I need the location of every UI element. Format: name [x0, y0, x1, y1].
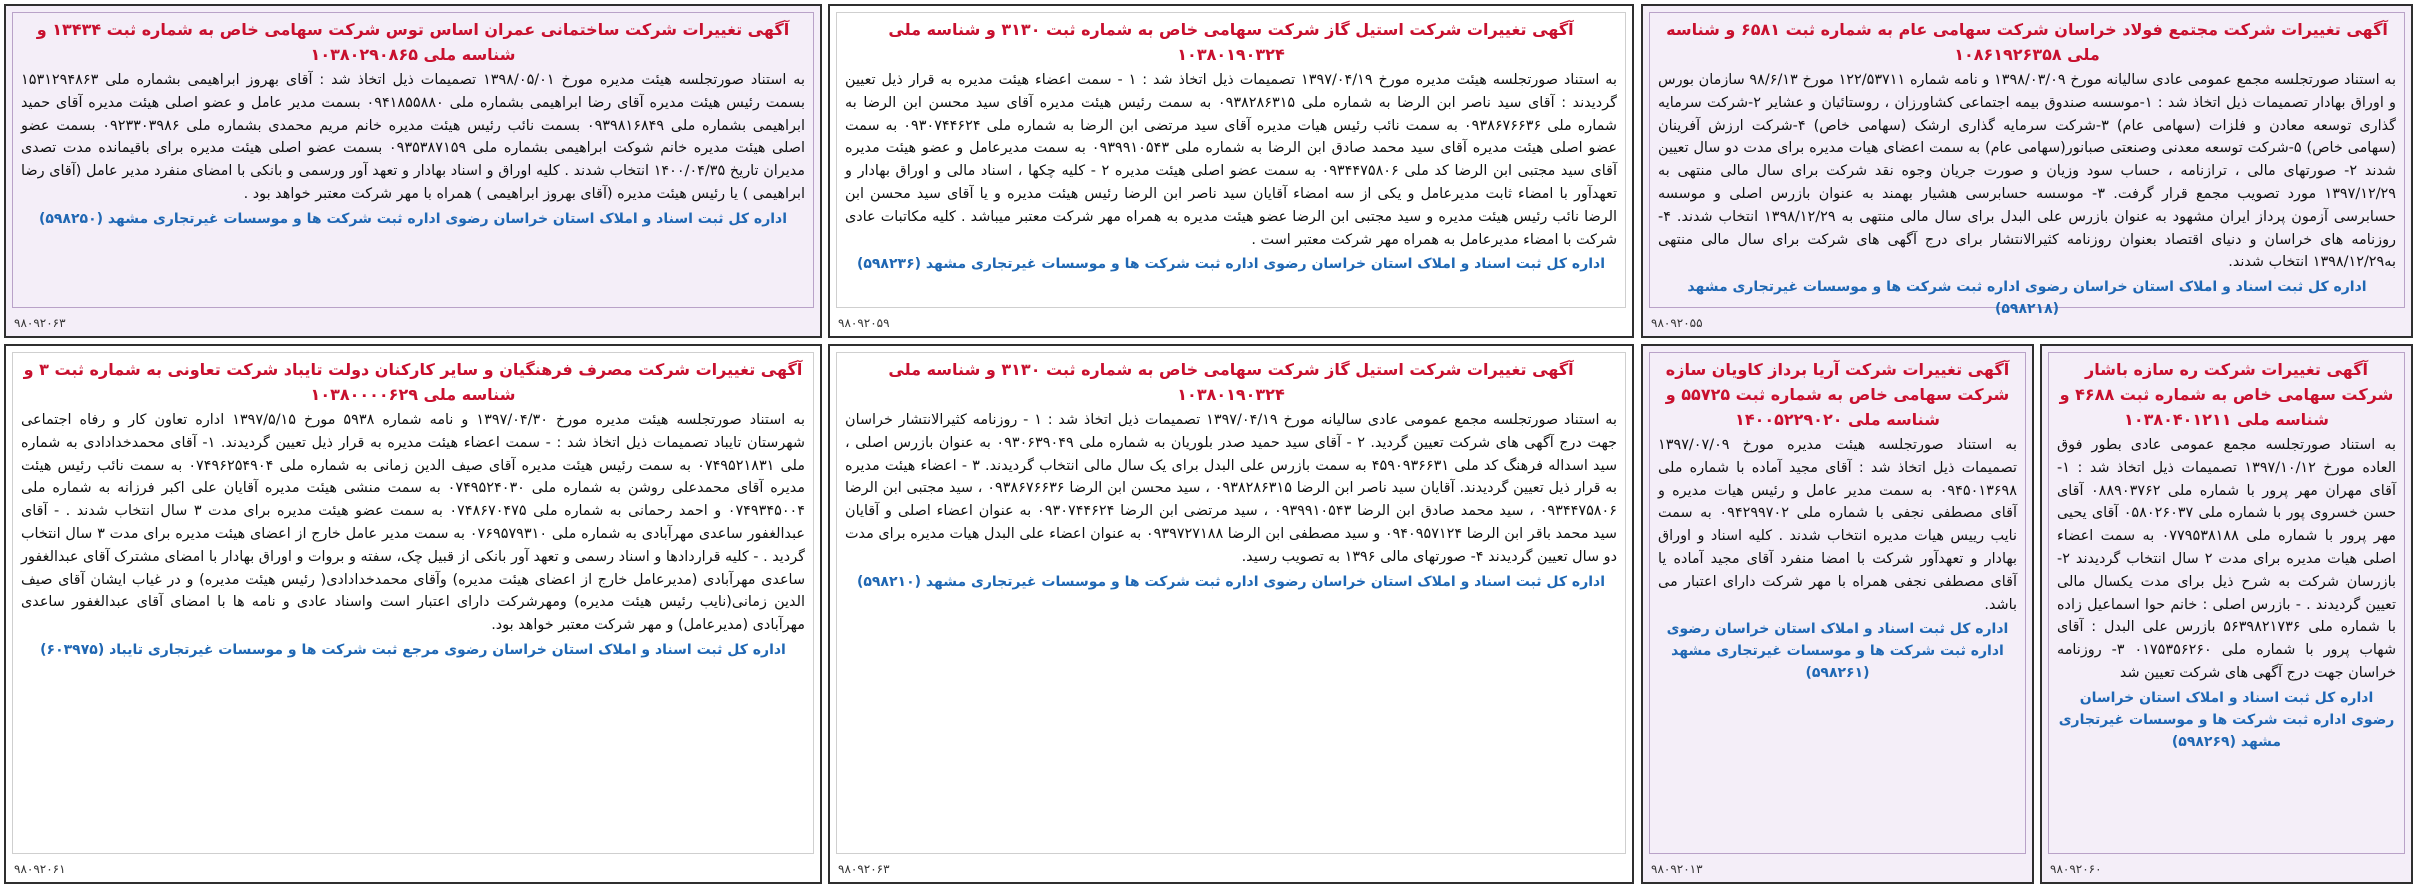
announcement-frame — [836, 12, 1626, 308]
announcement-steel-gas-board — [828, 4, 1634, 338]
announcement-title: آگهی تغییرات شرکت ره سازه باشار شرکت سهامی خاص به شماره ثبت ۴۶۸۸ و شناسه ملی ۱۰۳۸۰۴۰۱۲۱۱ — [2059, 360, 2394, 429]
announcement-foolad-khorasan — [1641, 4, 2413, 338]
announcement-body: به استناد صورتجلسه هیئت مدیره مورخ ۱۳۹۸/۰۵/۰۱ تصمیمات ذیل اتخاذ شد : آقای بهروز ابراهیمی بشماره ملی ۱۵۳۱۲۹۴۸۶۳ بسمت رئیس هیئت مدیره آقای رضا ابراهیمی بشماره ملی ۰۹۴۱۸۵۵۸۸۰ بسمت مدیر عامل و عضو اصلی هیئت مدیره آقای حمید ابراهیمی بشماره ملی ۰۹۳۹۸۱۶۸۴۹ بسمت نائب رئیس هیئت مدیره خانم مریم محمدی بشماره ملی ۰۹۲۳۳۰۳۹۸۶ بسمت عضو اصلی هیئت مدیره خانم شوکت ابراهیمی بشماره ملی ۰۹۳۵۳۸۷۱۵۹ بسمت عضو اصلی هیئت مدیره برای باقیمانده مدت تصدی مدیران تاریخ ۱۴۰۰/۰۴/۳۵ انتخاب شدند . کلیه اوراق و اسناد بهادار و تعهد آور ورسمی و بانکی با امضای منفرد مدیر عامل (آقای رضا ابراهیمی ) یا رئیس هیئت مدیره (آقای بهروز ابراهیمی ) همراه با مهر شرکت معتبر خواهد بود . — [21, 72, 805, 202]
announcement-body: به استناد صورتجلسه هیئت مدیره مورخ ۱۳۹۷/۰۴/۳۰ و نامه شماره ۵۹۳۸ مورخ ۱۳۹۷/۵/۱۵ اداره تعاون کار و رفاه اجتماعی شهرستان تایباد تصمیمات ذیل اتخاذ شد : - سمت اعضاء هیئت مدیره به قرار ذیل تعیین گردیدند. ۱- آقای محمدخدادادی به شماره ملی ۰۷۴۹۵۲۱۸۳۱ به سمت رئیس هیئت مدیره آقای صیف الدین زمانی به شماره ملی ۰۷۴۹۶۲۵۴۹۰۴ به سمت نائب رئیس هیئت مدیره آقای محمدعلی روشن به شماره ملی ۰۷۴۹۵۲۴۰۳۰ به سمت منشی هیئت مدیره آقایان علی اکبر فرزانه به شماره ملی ۰۷۴۹۳۴۵۰۰۴ و احمد رحمانی به شماره ملی ۰۷۴۸۶۷۰۴۷۵ به سمت عضو هیئت مدیره برای مدت ۳ سال انتخاب شدند . - آقای عبدالغفور ساعدی مهرآبادی به شماره ملی ۰۷۶۹۵۷۹۳۱۰ به سمت مدیر عامل خارج از اعضای هیئت مدیره برای مدت ۳ سال انتخاب گردید . - کلیه قراردادها و اسناد رسمی و تعهد آور بانکی از قبیل چک، سفته و بروات و اوراق بهادار با امضای مشترک آقای عبدالغفور ساعدی مهرآبادی (مدیرعامل خارج از اعضای هیئت مدیره) وآقای محمدخدادادی( رئیس هیئت مدیره) و در غیاب ایشان آقای صیف الدین زمانی(نایب رئیس هیئت مدیره) ومهرشرکت دارای اعتبار است واسناد عادی و نامه ها با امضای آقای عبدالغفور ساعدی مهرآبادی (مدیرعامل) و مهر شرکت معتبر خواهد بود. — [21, 412, 806, 634]
announcement-code: ۹۸۰۹۲۰۶۱ — [14, 862, 66, 876]
announcement-frame — [1649, 12, 2405, 318]
announcement-code: ۹۸۰۹۲۰۶۳ — [838, 862, 890, 876]
announcement-rah-sazeh-bashar — [2040, 344, 2413, 884]
announcement-body: به استناد صورتجلسه مجمع عمومی عادی سالیانه مورخ ۱۳۹۸/۰۳/۰۹ و نامه شماره ۱۲۲/۵۳۷۱۱ مورخ ۹۸/۶/۱۳ سازمان بورس و اوراق بهادار تصمیمات ذیل اتخاذ شد : ۱-موسسه صندوق بیمه اجتماعی کشاورزان ، روستائیان و عشایر ۲-شرکت سرمایه گذاری توسعه معادن و فلزات (سهامی عام) ۳-شرکت سرمایه گذاری ارشک (سهامی خاص) ۴-شرکت ارزش آفرینان (سهامی خاص) ۵-شرکت توسعه معدنی وصنعتی صبانور(سهامی عام) به سمت اعضای هیات مدیره برای مدت دو سال تعیین شدند ۲- صورتهای مالی ، ترازنامه ، حساب سود وزیان و صورت جریان وجوه نقد شرکت برای سال مالی منتهی به ۱۳۹۷/۱۲/۲۹ مورد تصویب مجمع قرار گرفت. ۳- موسسه حسابرسی هشیار بهمند به عنوان بازرس اصلی و موسسه حسابرسی آزمون پرداز ایران مشهود به عنوان بازرس علی البدل برای سال مالی منتهی به ۱۳۹۸/۱۲/۲۹ انتخاب شدند. ۴- روزنامه های خراسان و دنیای اقتصاد بعنوان روزنامه کثیرالانتشار برای درج آگهی های شرکت برای سال مالی منتهی به۱۳۹۸/۱۲/۲۹ انتخاب شدند. — [1658, 72, 2397, 271]
announcement-footer: اداره کل ثبت اسناد و املاک استان خراسان رضوی اداره ثبت شرکت ها و موسسات غیرتجاری مشهد (۵۹۸۲۶۱) — [1666, 621, 2009, 682]
announcement-title: آگهی تغییرات شرکت ساختمانی عمران اساس توس شرکت سهامی خاص به شماره ثبت ۱۳۴۳۴ و شناسه ملی ۱۰۳۸۰۲۹۰۸۶۵ — [36, 20, 790, 64]
announcement-omran-asas-toos — [4, 4, 822, 338]
announcement-footer: اداره کل ثبت اسناد و املاک استان خراسان رضوی اداره ثبت شرکت ها و موسسات غیرتجاری مشهد (۵۹۸۲۶۹) — [2058, 689, 2395, 750]
announcement-title: آگهی تغییرات شرکت آریا برداز کاویان سازه شرکت سهامی خاص به شماره ثبت ۵۵۷۲۵ و شناسه ملی ۱۴۰۰۵۲۲۹۰۲۰ — [1665, 360, 2010, 429]
announcement-footer: اداره کل ثبت اسناد و املاک استان خراسان رضوی اداره ثبت شرکت ها و موسسات غیرتجاری مشهد (۵۹۸۲۳۶) — [856, 256, 1606, 273]
announcement-frame — [12, 12, 814, 308]
announcement-frame — [1649, 352, 2026, 854]
announcement-code: ۹۸۰۹۲۰۵۹ — [838, 316, 890, 330]
announcement-footer: اداره کل ثبت اسناد و املاک استان خراسان رضوی اداره ثبت شرکت ها و موسسات غیرتجاری مشهد (۵۹۸۲۵۰) — [38, 210, 788, 227]
announcement-frame — [12, 352, 814, 854]
announcement-code: ۹۸۰۹۲۰۶۳ — [14, 316, 66, 330]
announcement-title: آگهی تغییرات شرکت استیل گاز شرکت سهامی خاص به شماره ثبت ۳۱۳۰ و شناسه ملی ۱۰۳۸۰۱۹۰۳۲۴ — [888, 360, 1574, 404]
announcement-code: ۹۸۰۹۲۰۵۵ — [1651, 316, 1703, 330]
announcement-body: به استناد صورتجلسه مجمع عمومی عادی سالیانه مورخ ۱۳۹۷/۰۴/۱۹ تصمیمات ذیل اتخاذ شد : ۱ - روزنامه کثیرالانتشار خراسان جهت درج آگهی های شرکت تعیین گردید. ۲ - آقای سید حمید صدر بلوریان به شماره ملی ۰۹۳۰۶۳۹۰۴۹ به عنوان بازرس اصلی ، سید اسداله فرهنگ کد ملی ۴۵۹۰۹۳۶۶۳۱ به سمت بازرس علی البدل برای یک سال مالی انتخاب گردیدند. ۳ - اعضاء هیئت مدیره به قرار ذیل تعیین گردیدند. آقایان سید ناصر ابن الرضا ۰۹۳۸۲۸۶۳۱۵ ، سید محسن ابن الرضا ۰۹۳۸۶۷۶۶۳۶ ، سید مجتبی ابن الرضا ۰۹۳۴۴۷۵۸۰۶ ، سید محمد صادق ابن الرضا ۰۹۳۹۹۱۰۵۴۳ ، سید مرتضی ابن الرضا ۰۹۳۰۷۴۴۶۲۴ به عنوان اعضاء اصلی و آقایان سید محمد باقر ابن الرضا ۰۹۴۰۹۵۷۱۲۴ و سید مصطفی ابن الرضا ۰۹۳۹۷۲۷۱۸۸ به عنوان اعضاء علی البدل هیات مدیره برای مدت دو سال تعیین گردیدند ۴- صورتهای مالی ۱۳۹۶ به تصویب رسید. — [845, 412, 1618, 565]
announcement-footer: اداره کل ثبت اسناد و املاک استان خراسان رضوی مرجع ثبت شرکت ها و موسسات غیرتجاری تایباد (۶۰۳۹۷۵) — [40, 641, 786, 658]
announcement-code: ۹۸۰۹۲۰۶۰ — [2050, 862, 2102, 876]
announcement-steel-gas-assembly — [828, 344, 1634, 884]
announcement-body: به استناد صورتجلسه هیئت مدیره مورخ ۱۳۹۷/۰۴/۱۹ تصمیمات ذیل اتخاذ شد : ۱ - سمت اعضاء هیئت مدیره به قرار ذیل تعیین گردیدند : آقای سید ناصر ابن الرضا به شماره ملی ۰۹۳۸۲۸۶۳۱۵ به سمت رئیس هیئت مدیره آقای سید محسن ابن الرضا به شماره ملی ۰۹۳۸۶۷۶۶۳۶ به سمت نائب رئیس هیات مدیره آقای سید مرتضی ابن الرضا به شماره ملی ۰۹۳۰۷۴۴۶۲۴ به سمت عضو اصلی هیئت مدیره آقای سید محمد صادق ابن الرضا به شماره ملی ۰۹۳۹۹۱۰۵۴۳ به سمت مدیرعامل و عضو هیئت مدیره آقای سید مجتبی ابن الرضا کد ملی ۰۹۳۴۴۷۵۸۰۶ به سمت عضو اصلی هیئت مدیره ۲ - کلیه چکها ، اسناد مالی و اوراق بهادار و تعهدآور با امضاء ثابت مدیرعامل و یکی از سه امضاء آقایان سید ناصر ابن الرضا رئیس هیئت مدیره و یا آقای سید محسن ابن الرضا نائب رئیس هیئت مدیره و سید مجتبی ابن الرضا عضو هیئت مدیره به همراه مهر شرکت معتبر میباشد . کلیه مکاتبات عادی شرکت با امضاء مدیرعامل به همراه مهر شرکت معتبر است . — [845, 72, 1618, 248]
announcement-body: به استناد صورتجلسه هیئت مدیره مورخ ۱۳۹۷/۰۷/۰۹ تصمیمات ذیل اتخاذ شد : آقای مجید آماده با شماره ملی ۰۹۴۵۰۱۳۶۹۸ به سمت مدیر عامل و رئیس هیات مدیره و آقای مصطفی نجفی با شماره ملی ۰۹۴۲۹۹۷۰۲ به سمت نایب رییس هیات مدیره انتخاب شدند . کلیه اسناد و اوراق بهادار و تعهدآور شرکت با امضا منفرد آقای مجید آماده یا آقای مصطفی نجفی همراه با مهر شرکت دارای اعتبار می باشد. — [1658, 437, 2017, 613]
announcement-arya-pardaz-kavian — [1641, 344, 2034, 884]
announcement-footer: اداره کل ثبت اسناد و املاک استان خراسان رضوی اداره ثبت شرکت ها و موسسات غیرتجاری مشهد (۵۹۸۲۱۰) — [856, 573, 1606, 590]
announcement-code: ۹۸۰۹۲۰۱۳ — [1651, 862, 1703, 876]
announcement-title: آگهی تغییرات شرکت مصرف فرهنگیان و سایر کارکنان دولت تایباد شرکت تعاونی به شماره ثبت ۳ و شناسه ملی ۱۰۳۸۰۰۰۰۶۲۹ — [23, 360, 803, 404]
announcement-farhangian-taybad — [4, 344, 822, 884]
announcement-title: آگهی تغییرات شرکت استیل گاز شرکت سهامی خاص به شماره ثبت ۳۱۳۰ و شناسه ملی ۱۰۳۸۰۱۹۰۳۲۴ — [888, 20, 1574, 64]
announcement-footer: اداره کل ثبت اسناد و املاک استان خراسان رضوی اداره ثبت شرکت ها و موسسات غیرتجاری مشهد (۵۹۸۲۱۸) — [1687, 279, 2367, 318]
announcement-frame — [836, 352, 1626, 854]
announcement-title: آگهی تغییرات شرکت مجتمع فولاد خراسان شرکت سهامی عام به شماره ثبت ۶۵۸۱ و شناسه ملی ۱۰۸۶۱۹۲۶۳۵۸ — [1666, 20, 2388, 64]
announcement-frame — [2048, 352, 2405, 854]
announcement-body: به استناد صورتجلسه مجمع عمومی عادی بطور فوق العاده مورخ ۱۳۹۷/۱۰/۱۲ تصمیمات ذیل اتخاذ شد : ۱- آقای مهران مهر پرور با شماره ملی ۰۸۸۹۰۳۷۶۲ آقای حسن خسروی پور با شماره ملی ۰۵۸۰۲۶۰۳۷ آقای یحیی مهر پرور با شماره ملی ۰۷۷۹۵۳۸۱۸۸ به سمت اعضاء اصلی هیات مدیره برای مدت ۲ سال انتخاب گردیدند ۲- بازرسان شرکت به شرح ذیل برای مدت یکسال مالی تعیین گردیدند . - بازرس اصلی : خانم حوا اسماعیل زاده با شماره ملی ۵۶۳۹۸۲۱۷۳۶ بازرس علی البدل : آقای شهاب پرور با شماره ملی ۰۱۷۵۳۵۶۲۶۰ ۳- روزنامه خراسان جهت درج آگهی های شرکت تعیین شد — [2057, 437, 2396, 681]
